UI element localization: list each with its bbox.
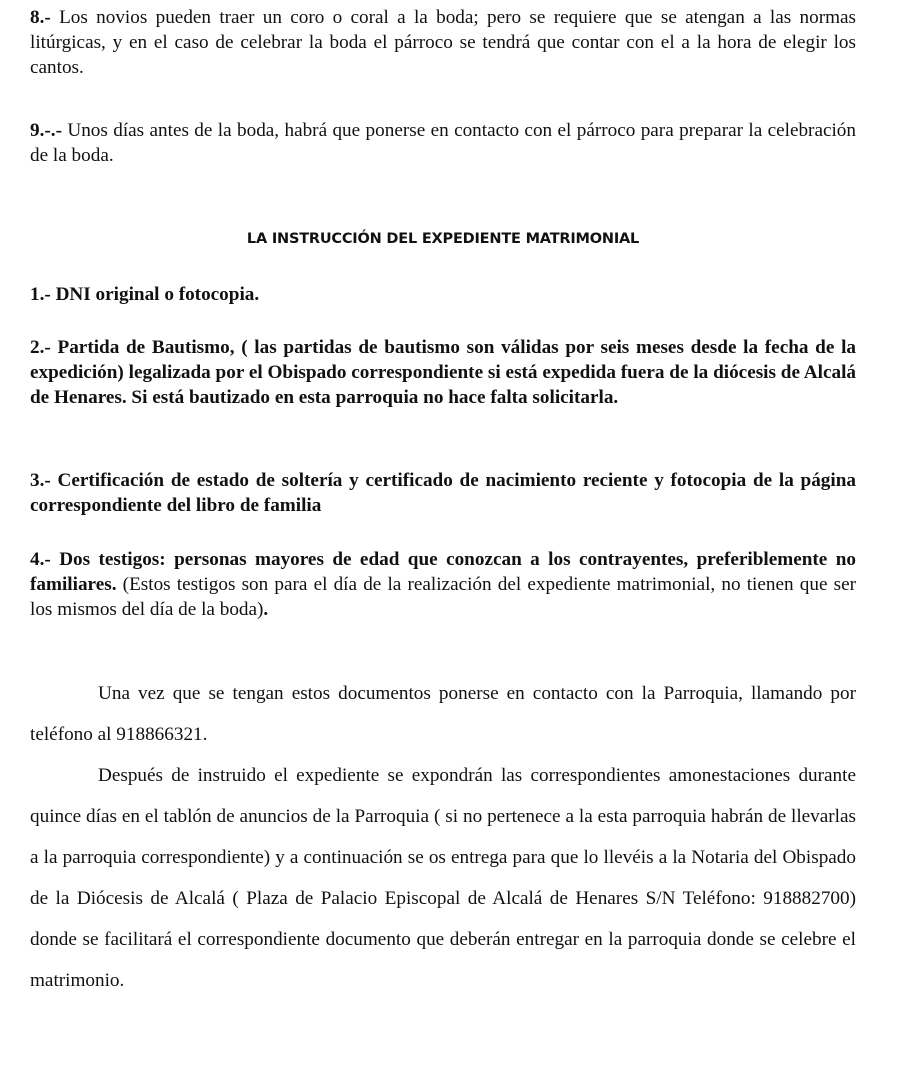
requirement-3: 3.- Certificación de estado de soltería y certificado de nacimiento reciente y fotocopia de la página correspondiente del libro de familia: [30, 470, 856, 516]
item-8-text: Los novios pueden traer un coro o coral a la boda; pero se requiere que se atengan a las normas litúrgicas, y en el caso de celebrar la boda el párroco se tendrá que contar con el a la hora de elegir los cantos.: [30, 7, 856, 78]
item-9-text: Unos días antes de la boda, habrá que ponerse en contacto con el párroco para preparar la celebración de la boda.: [30, 120, 856, 166]
item-8: [30, 5, 856, 80]
closing-paragraph-procedure: Después de instruido el expediente se expondrán las correspondientes amonestaciones durante quince días en el tablón de anuncios de la Parroquia ( si no pertenece a la esta parroquia habrán de llevarlas a la parroquia correspondiente) y a continuación se os entrega para que lo llevéis a la Notaria del Obispado de la Diócesis de Alcalá ( Plaza de Palacio Episcopal de Alcalá de Henares S/N Teléfono: 918882700) donde se facilitará el correspondiente documento que deberán entregar en la parroquia donde se celebre el matrimonio.: [30, 765, 856, 991]
item-9-number: 9.-.-: [30, 120, 62, 141]
closing-paragraph-contact: Una vez que se tengan estos documentos ponerse en contacto con la Parroquia, llamando por teléfono al 918866321.: [30, 683, 856, 745]
requirement-4-period: .: [263, 599, 269, 620]
requirement-2: 2.- Partida de Bautismo, ( las partidas de bautismo son válidas por seis meses desde la fecha de la expedición) legalizada por el Obispado correspondiente si está expedida fuera de la diócesis de Alcalá de Henares. Si está bautizado en esta parroquia no hace falta solicitarla.: [30, 337, 856, 408]
requirement-4-bold: 4.- Dos testigos: personas mayores de edad que conozcan a los contrayentes, preferiblemente no familiares.: [30, 549, 856, 595]
requirement-1: 1.- DNI original o fotocopia.: [30, 284, 260, 305]
item-8-number: 8.-: [30, 7, 51, 28]
item-9: [30, 118, 856, 168]
section-heading: LA INSTRUCCIÓN DEL EXPEDIENTE MATRIMONIAL: [246, 231, 640, 247]
requirement-4: [30, 547, 856, 622]
requirement-4-note: (Estos testigos son para el día de la realización del expediente matrimonial, no tienen que ser los mismos del día de la boda): [30, 574, 856, 620]
